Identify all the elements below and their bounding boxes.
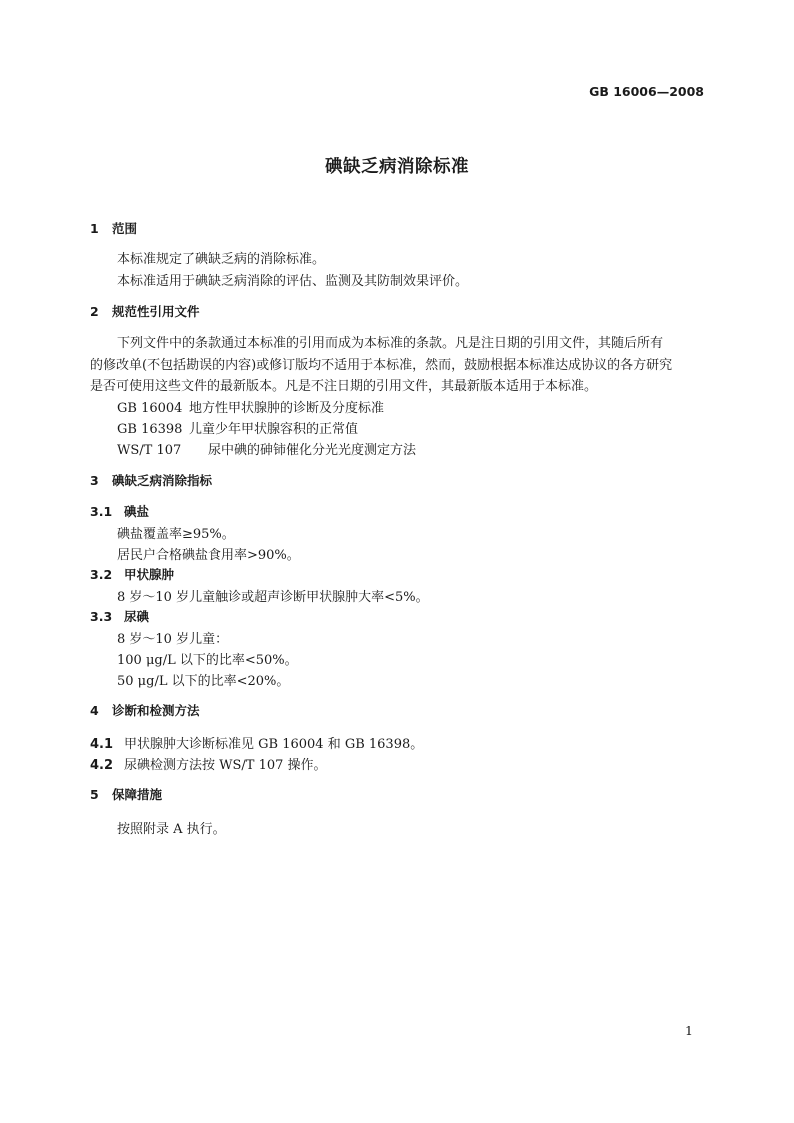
document-title: 碘缺乏病消除标准 — [325, 157, 469, 177]
paragraph: 100 μg/L 以下的比率<50%。 — [117, 653, 298, 668]
section-5-heading — [90, 785, 162, 803]
section-number: 4 — [90, 703, 99, 718]
section-number: 2 — [90, 304, 99, 319]
paragraph: 碘盐覆盖率≥95%。 — [117, 527, 235, 542]
clause-text: 尿碘检测方法按 WS/T 107 操作。 — [124, 758, 327, 773]
section-number: 3 — [90, 473, 99, 488]
section-title: 范围 — [112, 221, 138, 236]
subsection-title: 碘盐 — [124, 504, 150, 519]
reference-code: GB 16004 — [117, 401, 183, 416]
section-3-heading — [90, 471, 212, 489]
subsection-3-3-heading — [90, 607, 149, 625]
section-title: 碘缺乏病消除指标 — [112, 473, 213, 488]
reference-title: 儿童少年甲状腺容积的正常值 — [189, 422, 359, 437]
paragraph: 50 μg/L 以下的比率<20%。 — [117, 674, 290, 689]
paragraph: 8 岁～10 岁儿童： — [117, 632, 229, 647]
section-2-heading — [90, 302, 200, 320]
subsection-title: 甲状腺肿 — [124, 567, 175, 582]
clause-text: 甲状腺肿大诊断标准见 GB 16004 和 GB 16398。 — [124, 737, 424, 752]
section-title: 保障措施 — [112, 787, 163, 802]
subsection-title: 尿碘 — [124, 609, 150, 624]
paragraph-line: 的修改单(不包括勘误的内容)或修订版均不适用于本标准，然而，鼓励根据本标准达成协议的各方研究 — [90, 358, 673, 373]
subsection-number: 3.2 — [90, 567, 113, 582]
paragraph: 本标准规定了碘缺乏病的消除标准。 — [117, 252, 326, 267]
subsection-3-2-heading — [90, 565, 174, 583]
clause-4-1 — [90, 733, 423, 752]
reference-code: WS/T 107 — [117, 443, 182, 458]
section-4-heading — [90, 701, 200, 719]
clause-number: 4.1 — [90, 737, 114, 752]
paragraph-line: 是否可使用这些文件的最新版本。凡是不注日期的引用文件，其最新版本适用于本标准。 — [90, 379, 598, 394]
subsection-number: 3.1 — [90, 504, 113, 519]
paragraph: 8 岁～10 岁儿童触诊或超声诊断甲状腺肿大率<5%。 — [117, 590, 429, 605]
section-1-heading — [90, 219, 137, 237]
paragraph: 本标准适用于碘缺乏病消除的评估、监测及其防制效果评价。 — [117, 274, 469, 289]
reference-code: GB 16398 — [117, 422, 183, 437]
section-number: 5 — [90, 787, 99, 802]
clause-number: 4.2 — [90, 758, 114, 773]
clause-4-2 — [90, 754, 327, 773]
standard-code: GB 16006—2008 — [589, 84, 704, 99]
page-number: 1 — [685, 1023, 693, 1038]
paragraph: 按照附录 A 执行。 — [117, 822, 226, 837]
subsection-number: 3.3 — [90, 609, 113, 624]
reference-title: 地方性甲状腺肿的诊断及分度标准 — [189, 401, 385, 416]
paragraph: 居民户合格碘盐食用率>90%。 — [117, 548, 300, 563]
reference-title: 尿中碘的砷铈催化分光光度测定方法 — [208, 443, 417, 458]
subsection-3-1-heading — [90, 502, 149, 520]
section-title: 规范性引用文件 — [112, 304, 200, 319]
reference-item — [117, 397, 384, 416]
paragraph-line: 下列文件中的条款通过本标准的引用而成为本标准的条款。凡是注日期的引用文件，其随后所有 — [117, 336, 664, 351]
section-title: 诊断和检测方法 — [112, 703, 200, 718]
section-number: 1 — [90, 221, 99, 236]
reference-item — [117, 439, 416, 458]
reference-item — [117, 418, 358, 437]
